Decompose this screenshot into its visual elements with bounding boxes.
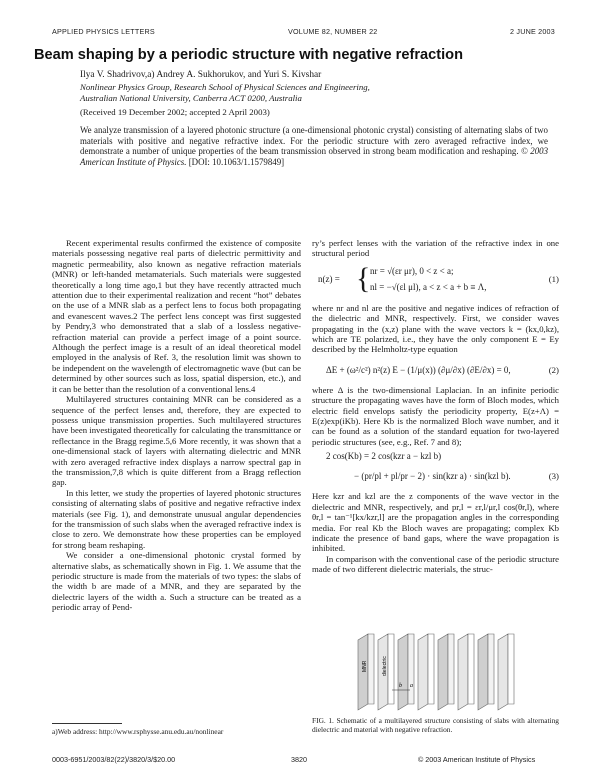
paragraph-bloch: where Δ is the two-dimensional Laplacian. In an infinite periodic structure the propagating waves have the form of Bloch modes, which electric field envelops satisfy the periodicity property, E(z+Λ) = E(z)exp(iKb). Here Kb is the normalized Bloch wave number, and it can be found as a solution of the standard equation for two-layered periodic structures (see, e.g., Ref. 7 and 8); [312,384,559,447]
eq1-brace: { [356,261,371,295]
abstract-text: We analyze transmission of a layered photonic structure (a one-dimensional photonic crystal) consisting of alternating slabs of two materials with positive and negative refractive index. For the periodic structure with zero averaged refractive index, we demonstrate a number of unique properties of the beam transmission observed in strong beam modification and reshaping. [80,125,548,157]
slab-7 [478,634,494,710]
author-list: Ilya V. Shadrivov,a) Andrey A. Sukhorukov, and Yuri S. Kivshar [80,70,322,80]
doi-link[interactable]: [DOI: 10.1063/1.1579849] [188,157,285,168]
eq1-lhs: n(z) = [318,273,340,284]
equation-3 [312,449,559,489]
left-column [52,238,301,613]
eq1-row-1: nr = √(εr μr), 0 < z < a; [370,265,454,276]
label-a: a [410,683,413,689]
paragraph-multilayer: Multilayered structures containing MNR can be considered as a sequence of the perfect lenses and, therefore, they are expected to possess unique transmission properties. Such multilayered structures have been investigated theoretically for calculating the transmittance or reflectance in the Bragg regime.5,6 More recently, it was shown that a one-dimensional stack of layers with alternating dielectric and MNR with zero averaged refractive index displays a narrow spectral gap in the transmission,7,8 which is quite different from a Bragg reflection gap. [52,394,301,488]
eq3-line-1: 2 cos(Kb) = 2 cos(kzr a − kzl b) [326,451,442,462]
affiliation-line-1: Nonlinear Physics Group, Research School of Physical Sciences and Engineering, [80,82,370,92]
paragraph-definitions: Here kzr and kzl are the z components of the wave vector in the dielectric and MNR, respectively, and pr,l = εr,l/μr,l cos(θr,l), where θr,l = tan⁻¹[kx/kzr,l] are the propagation angles in the corresponding media. For real Kb the Bloch waves are propagating; complex Kb indicate the presence of band gaps, where the wave propagation is inhibited. [312,491,559,554]
equation-2 [312,357,559,383]
volume-number: VOLUME 82, NUMBER 22 [288,27,378,36]
eq1-number: (1) [548,273,559,284]
figure-1-schematic [352,632,522,712]
right-column [312,238,559,575]
slab-5 [438,634,454,710]
paragraph-comparison: In comparison with the conventional case of the periodic structure made of two different dielectric materials, the struc- [312,553,559,575]
footnote-rule [52,723,122,724]
received-dates: (Received 19 December 2002; accepted 2 April 2003) [80,107,270,117]
paragraph-wave-setup: where nr and nl are the positive and negative indices of refraction of the dielectric and MNR, respectively. First, we consider waves propagating in the (x,z) plane with the wave vectors k = (kx,0,kz), which are TE polarized, i.e., they have the only component E = Ey described by the Helmholtz-type equation [312,302,559,355]
journal-name: APPLIED PHYSICS LETTERS [52,27,155,36]
paper-title: Beam shaping by a periodic structure with negative refraction [34,47,463,63]
paragraph-this-letter: In this letter, we study the properties of layered photonic structures consisting of alternating slabs of positive and negative refractive index materials (see Fig. 1), and demonstrate unusual angular dependencies for the transmission of such slabs when the averaged refractive index is close to zero. We demonstrate how these properties can be employed for strong beam reshaping. [52,487,301,550]
slab-3 [398,634,414,710]
eq1-row-2: nl = −√(εl μl), a < z < a + b ≡ Λ, [370,281,487,292]
eq2-number: (2) [548,364,559,375]
paragraph-intro: Recent experimental results confirmed the existence of composite materials possessing negative real parts of dielectric permittivity and magnetic permeability, also known as negative refraction materials (MNR) or left-handed metamaterials. Such materials were suggested theoretically a long time ago,1 but they have recently attracted much attention due to their experimental realization and recent “hot” debates on the use of a MNR slab as a perfect lens to focus both propagating and evanescent waves.2 The perfect lens concept was first suggested by Pendry,3 who demonstrated that a slab of a lossless negative-refraction material can provide a perfect image of a point source. Although the perfect image is a result of an ideal theoretical model employed in the analysis of Ref. 3, the resolution limit was shown to be independent on the wavelength of electromagnetic wave (but can be determined by other sources such as loss, spatial dispersion, etc.), and it can be better than the resolution of a conventional lens.4 [52,238,301,394]
slab-4 [418,634,434,710]
affiliation [80,82,540,104]
affiliation-line-2: Australian National University, Canberra ACT 0200, Australia [80,93,302,103]
slab-8 [498,634,514,710]
abstract [80,125,548,168]
slab-6 [458,634,474,710]
eq3-line-2: − (pr/pl + pl/pr − 2) · sin(kzr a) · sin(kzl b). [354,471,511,482]
page-number: 3820 [291,755,307,764]
abstract-copyright: © 2003 American Institute of Physics. [80,146,549,168]
label-mnr: MNR [362,660,368,672]
footer-code: 0003-6951/2003/82(22)/3820/3/$20.00 [52,755,176,764]
label-b: b [399,683,402,689]
footer-copyright: © 2003 American Institute of Physics [418,755,536,764]
issue-date: 2 JUNE 2003 [510,27,555,36]
footnote-web-address[interactable]: a)Web address: http://www.rsphysse.anu.edu.au/nonlinear [52,727,224,736]
equation-1 [312,262,559,300]
eq2-body: ΔE + (ω²/c²) n²(z) E − (1/μ(x)) (∂μ/∂x) (∂E/∂x) = 0, [326,364,511,375]
paragraph-continuation: ry’s perfect lenses with the variation of the refractive index in one structural period [312,238,559,259]
eq3-number: (3) [548,471,559,482]
figure-1-caption: FIG. 1. Schematic of a multilayered structure consisting of slabs with alternating dielectric and material with negative refraction. [312,716,559,734]
label-dielectric: dielectric [382,656,388,676]
paragraph-model: We consider a one-dimensional photonic crystal formed by alternative slabs, as schematically shown in Fig. 1. We assume that the periodic structure is made from the materials of two types: the slabs of the width b are made of a MNR, and they are separated by the dielectric layers of the width a. Such a structure can be treated as a periodic array of Pend- [52,550,301,613]
